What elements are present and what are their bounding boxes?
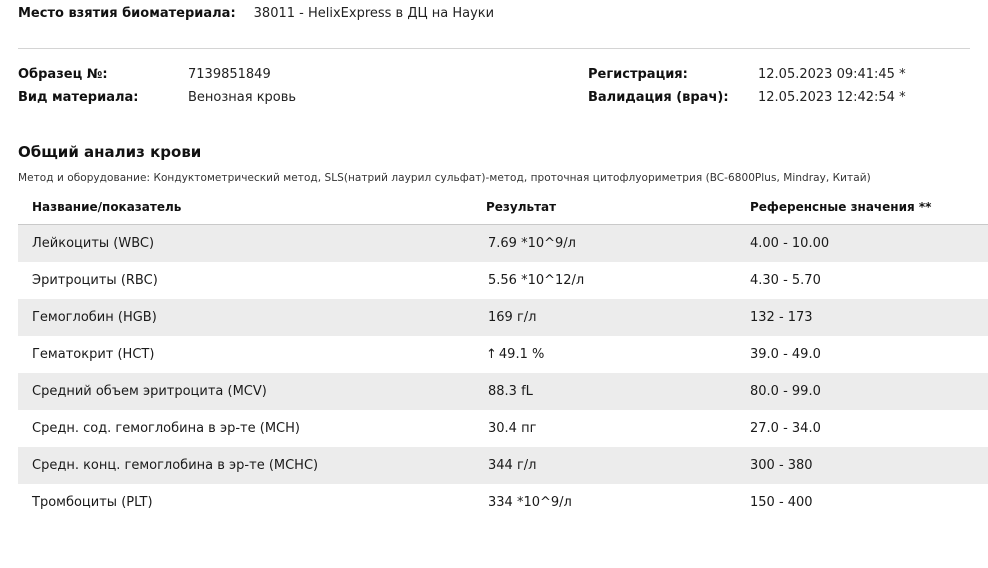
analyte-result-value: 88.3 fL xyxy=(488,384,533,399)
table-row xyxy=(18,336,988,373)
analyte-result xyxy=(472,373,736,410)
sample-number-label: Образец №: xyxy=(18,67,108,82)
arrow-up-icon: ↑ xyxy=(486,347,497,362)
table-row xyxy=(18,484,988,521)
analyte-reference-range: 132 - 173 xyxy=(736,299,988,336)
analyte-result xyxy=(472,299,736,336)
column-header-result: Результат xyxy=(472,200,736,225)
section-title: Общий анализ крови xyxy=(18,143,202,161)
analyte-name: Средн. конц. гемоглобина в эр-те (MCHC) xyxy=(18,447,472,484)
analyte-name: Средн. сод. гемоглобина в эр-те (MCH) xyxy=(18,410,472,447)
registration-row xyxy=(588,67,906,90)
table-row xyxy=(18,410,988,447)
column-header-name: Название/показатель xyxy=(18,200,472,225)
analyte-reference-range: 4.00 - 10.00 xyxy=(736,225,988,263)
analyte-result xyxy=(472,484,736,521)
analyte-result-value: 334 *10^9/л xyxy=(488,495,572,510)
results-table-header-row xyxy=(18,200,988,225)
analyte-name: Тромбоциты (PLT) xyxy=(18,484,472,521)
validation-value: 12.05.2023 12:42:54 * xyxy=(758,90,906,105)
analyte-reference-range: 300 - 380 xyxy=(736,447,988,484)
results-table xyxy=(18,200,988,521)
material-type-row xyxy=(18,90,588,113)
analyte-result-value: 30.4 пг xyxy=(488,421,537,436)
sample-meta-block xyxy=(18,67,970,113)
collection-place-value: 38011 - HelixExpress в ДЦ на Науки xyxy=(253,6,495,21)
table-row xyxy=(18,373,988,410)
collection-place-row xyxy=(18,0,970,30)
analyte-result xyxy=(472,410,736,447)
analyte-result xyxy=(472,447,736,484)
validation-row xyxy=(588,90,906,113)
material-type-value: Венозная кровь xyxy=(188,90,297,105)
analyte-name: Гемоглобин (HGB) xyxy=(18,299,472,336)
registration-value: 12.05.2023 09:41:45 * xyxy=(758,67,906,82)
analyte-result-value: 5.56 *10^12/л xyxy=(488,273,585,288)
analyte-reference-range: 27.0 - 34.0 xyxy=(736,410,988,447)
collection-place-label: Место взятия биоматериала: xyxy=(18,6,236,21)
results-table-body xyxy=(18,225,988,522)
analyte-result xyxy=(472,336,736,373)
table-row xyxy=(18,299,988,336)
validation-label: Валидация (врач): xyxy=(588,90,729,105)
analyte-result xyxy=(472,225,736,263)
analyte-name: Средний объем эритроцита (MCV) xyxy=(18,373,472,410)
analyte-reference-range: 39.0 - 49.0 xyxy=(736,336,988,373)
results-table-head xyxy=(18,200,988,225)
sample-meta-left-column xyxy=(18,67,588,113)
analyte-name: Лейкоциты (WBC) xyxy=(18,225,472,263)
analyte-reference-range: 150 - 400 xyxy=(736,484,988,521)
analyte-result xyxy=(472,262,736,299)
table-row xyxy=(18,225,988,263)
table-row xyxy=(18,447,988,484)
analyte-reference-range: 80.0 - 99.0 xyxy=(736,373,988,410)
header-divider xyxy=(18,48,970,49)
analyte-name: Гематокрит (HCT) xyxy=(18,336,472,373)
analyte-name: Эритроциты (RBC) xyxy=(18,262,472,299)
analyte-result-value: 7.69 *10^9/л xyxy=(488,236,576,251)
sample-meta-right-column xyxy=(588,67,906,113)
registration-label: Регистрация: xyxy=(588,67,688,82)
table-row xyxy=(18,262,988,299)
analyte-reference-range: 4.30 - 5.70 xyxy=(736,262,988,299)
sample-number-value: 7139851849 xyxy=(188,67,271,82)
material-type-label: Вид материала: xyxy=(18,90,139,105)
analyte-result-value: 169 г/л xyxy=(488,310,537,325)
method-note: Метод и оборудование: Кондуктометрический метод, SLS(натрий лаурил сульфат)-метод, проточная цитофлуориметрия (BC-6800Plus, Mindray, Китай) xyxy=(18,172,871,184)
analyte-result-value: 49.1 % xyxy=(498,347,545,362)
column-header-reference: Референсные значения ** xyxy=(736,200,988,225)
analyte-result-value: 344 г/л xyxy=(488,458,537,473)
sample-number-row xyxy=(18,67,588,90)
